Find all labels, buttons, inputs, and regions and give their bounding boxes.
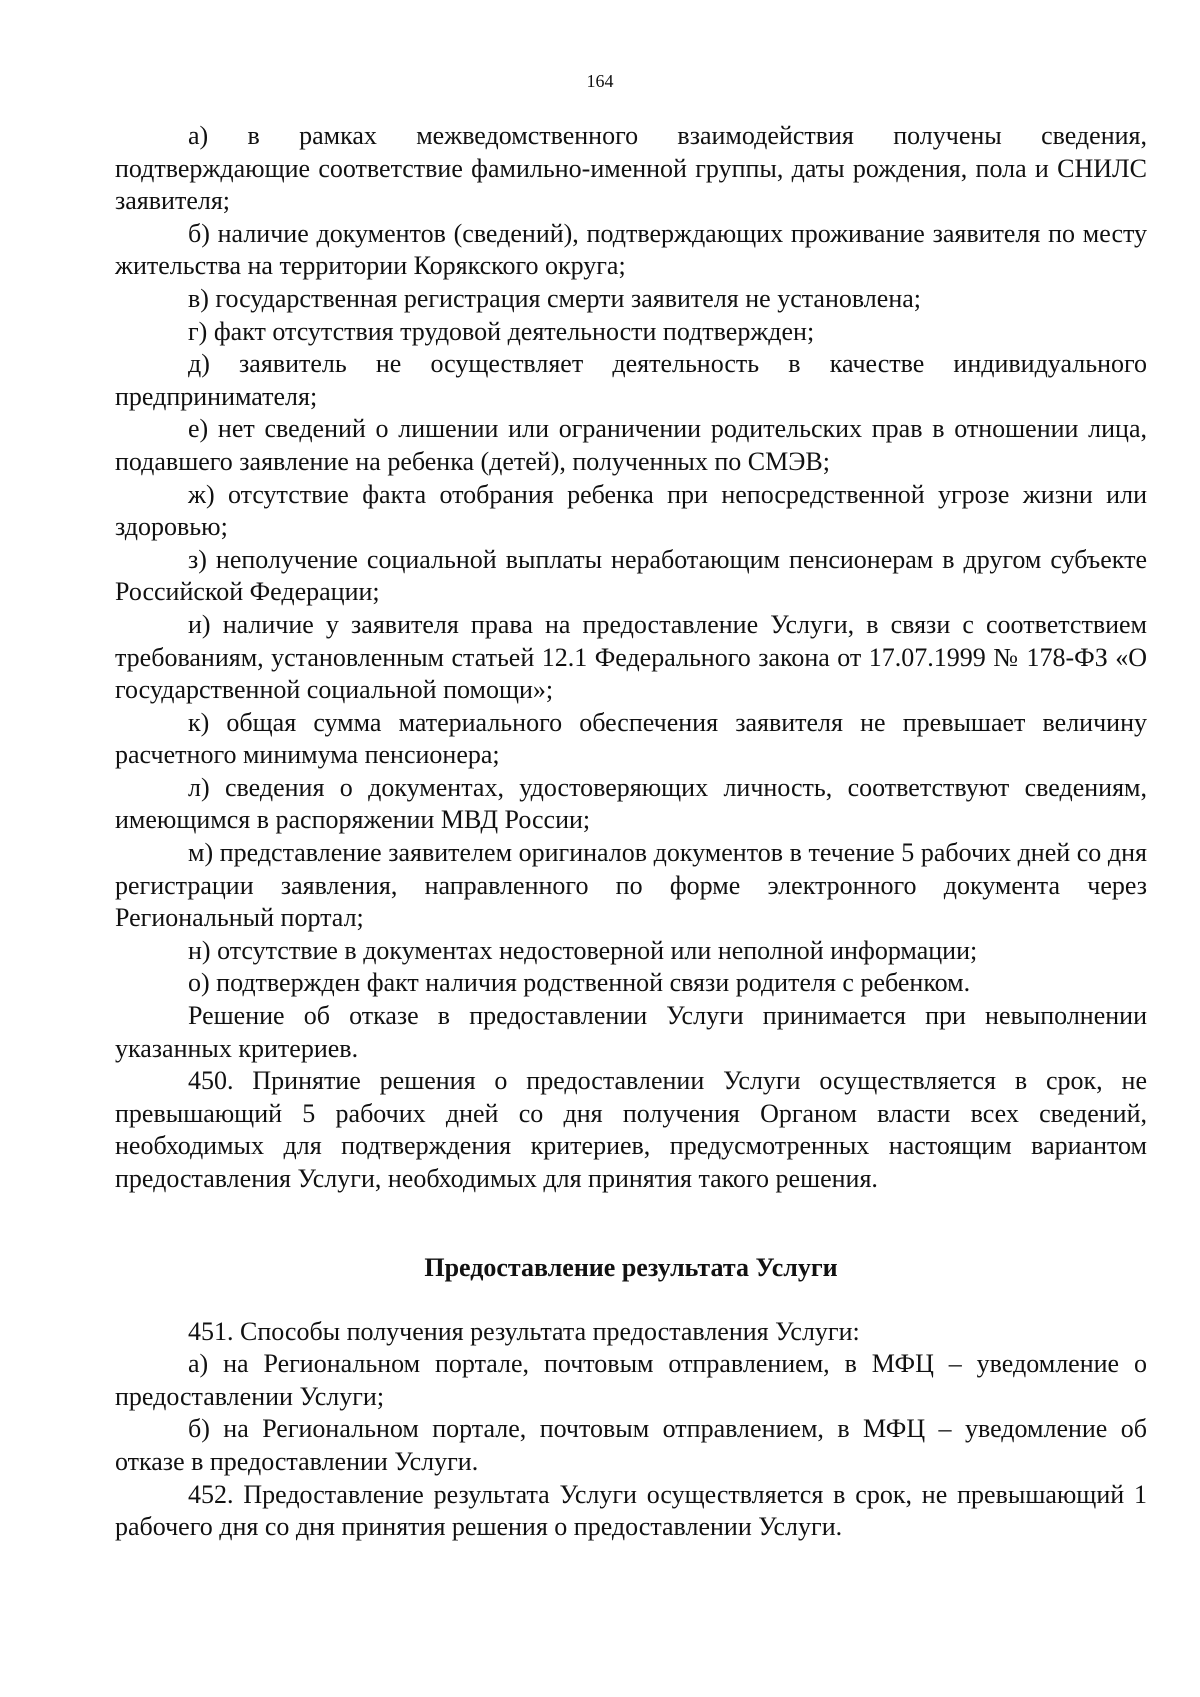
list-item-n: н) отсутствие в документах недостоверной или неполной информации; [188,935,978,965]
document-body [115,120,1147,1544]
paragraph-451: 451. Способы получения результата предоставления Услуги: [188,1316,860,1346]
list-item-d: д) заявитель не осуществляет деятельность в качестве индивидуального предпринимателя; [115,349,1147,411]
list-item-g: г) факт отсутствия трудовой деятельности подтвержден; [188,316,815,346]
list-item-451-a: а) на Региональном портале, почтовым отправлением, в МФЦ – уведомление о предоставлении Услуги; [115,1349,1147,1411]
list-item-o: о) подтвержден факт наличия родственной связи родителя с ребенком. [188,968,971,998]
section-heading: Предоставление результата Услуги [424,1252,838,1282]
paragraph-450: 450. Принятие решения о предоставлении Услуги осуществляется в срок, не превышающий 5 рабочих дней со дня получения Органом власти всех сведений, необходимых для подтверждения критериев, предусмотренных настоящим вариантом предоставления Услуги, необходимых для принятия такого решения. [115,1066,1147,1193]
refusal-paragraph: Решение об отказе в предоставлении Услуги принимается при невыполнении указанных критериев. [115,1001,1147,1063]
list-item-v: в) государственная регистрация смерти заявителя не установлена; [188,283,922,313]
list-item-b: б) наличие документов (сведений), подтверждающих проживание заявителя по месту жительства на территории Корякского округа; [115,218,1147,281]
list-item-m: м) представление заявителем оригиналов документов в течение 5 рабочих дней со дня регистрации заявления, направленного по форме электронного документа через Региональный портал; [115,838,1147,933]
list-item-z: з) неполучение социальной выплаты неработающим пенсионерам в другом субъекте Российской Федерации; [115,544,1147,607]
page-number: 164 [586,71,614,91]
list-item-k: к) общая сумма материального обеспечения заявителя не превышает величину расчетного минимума пенсионера; [115,707,1147,770]
list-item-l: л) сведения о документах, удостоверяющих личность, соответствуют сведениям, имеющимся в распоряжении МВД России; [115,772,1147,835]
list-item-i: и) наличие у заявителя права на предоставление Услуги, в связи с соответствием требованиям, установленным статьей 12.1 Федерального закона от 17.07.1999 № 178-ФЗ «О государственной социальной помощи»; [115,609,1147,705]
list-item-a: а) в рамках межведомственного взаимодействия получены сведения, подтверждающие соответствие фамильно-именной группы, даты рождения, пола и СНИЛС заявителя; [115,121,1147,216]
list-item-451-b: б) на Региональном портале, почтовым отправлением, в МФЦ – уведомление об отказе в предоставлении Услуги. [115,1414,1147,1476]
list-item-zh: ж) отсутствие факта отобрания ребенка при непосредственной угрозе жизни или здоровью; [115,479,1147,542]
paragraph-452: 452. Предоставление результата Услуги осуществляется в срок, не превышающий 1 рабочего дня со дня принятия решения о предоставлении Услуги. [115,1479,1147,1542]
list-item-e: е) нет сведений о лишении или ограничении родительских прав в отношении лица, подавшего заявление на ребенка (детей), полученных по СМЭВ; [115,414,1147,476]
